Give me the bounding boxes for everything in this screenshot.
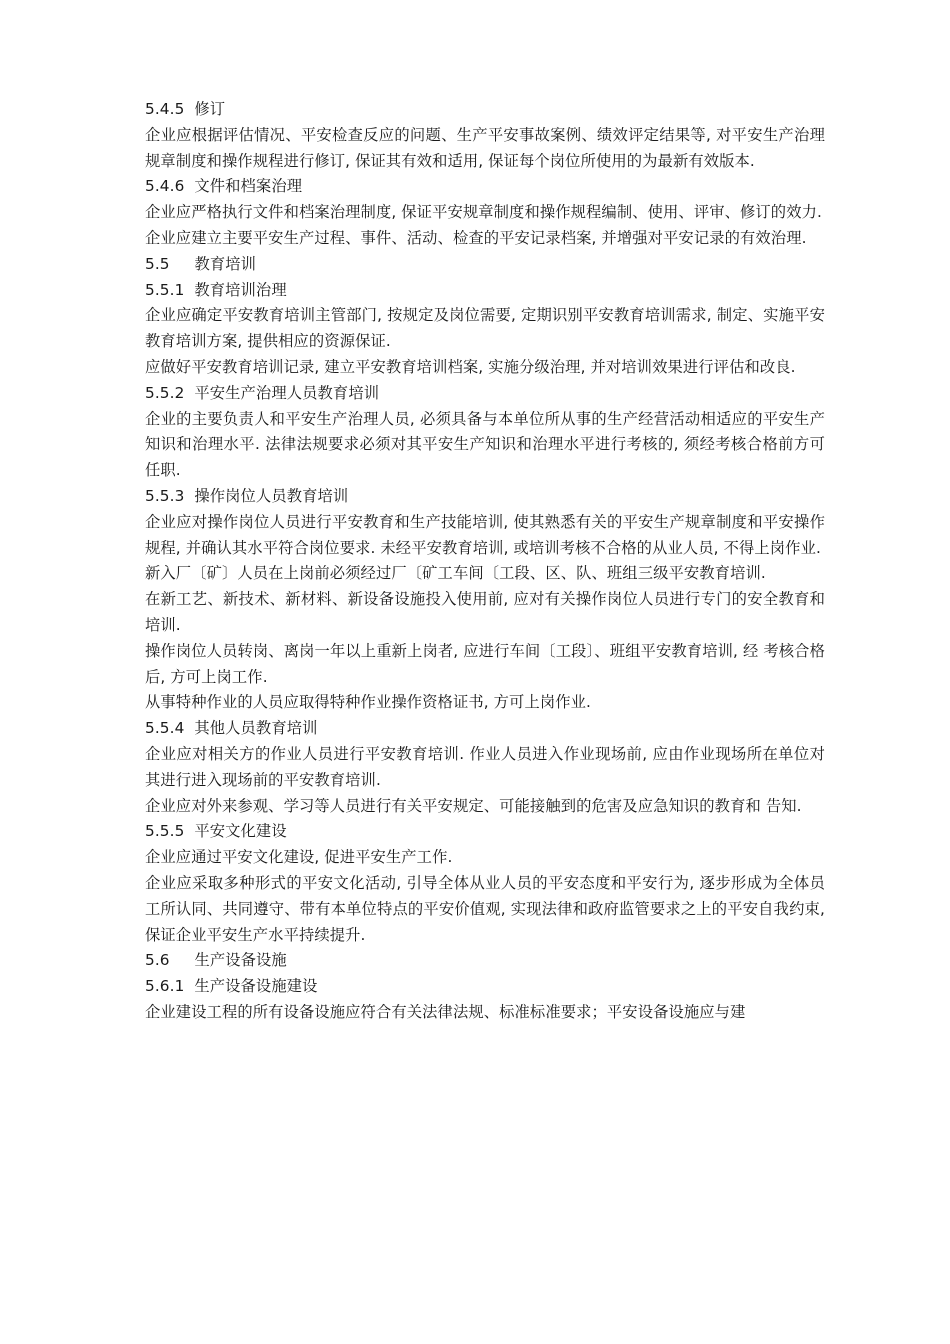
document-body xyxy=(145,97,825,1026)
section-heading: 5.6 生产设备设施 xyxy=(145,951,287,970)
section-heading: 5.5.5 平安文化建设 xyxy=(145,822,287,841)
body-paragraph: 企业建设工程的所有设备设施应符合有关法律法规、标准标准要求；平安设备设施应与建 xyxy=(145,1002,746,1021)
body-paragraph: 企业应通过平安文化建设, 促进平安生产工作. xyxy=(145,848,453,867)
body-paragraph: 在新工艺、新技术、新材料、新设备设施投入使用前, 应对有关操作岗位人员进行专门的安全教育和培训. xyxy=(145,590,825,634)
body-paragraph: 企业的主要负责人和平安生产治理人员, 必须具备与本单位所从事的生产经营活动相适应的平安生产知识和治理水平. 法律法规要求必须对其平安生产知识和治理水平进行考核的, 须经考核合格前方可任职. xyxy=(145,409,825,480)
section-heading: 5.4.6 文件和档案治理 xyxy=(145,177,303,196)
body-paragraph: 企业应建立主要平安生产过程、事件、活动、检查的平安记录档案, 并增强对平安记录的有效治理. xyxy=(145,228,807,247)
body-paragraph: 企业应确定平安教育培训主管部门, 按规定及岗位需要, 定期识别平安教育培训需求, 制定、实施平安教育培训方案, 提供相应的资源保证. xyxy=(145,306,825,351)
body-paragraph: 应做好平安教育培训记录, 建立平安教育培训档案, 实施分级治理, 并对培训效果进行评估和改良. xyxy=(145,357,796,376)
body-paragraph: 企业应对相关方的作业人员进行平安教育培训. 作业人员进入作业现场前, 应由作业现场所在单位对其进行进入现场前的平安教育培训. xyxy=(145,744,825,789)
section-heading: 5.5.4 其他人员教育培训 xyxy=(145,719,318,738)
section-heading: 5.5 教育培训 xyxy=(145,254,257,273)
section-heading: 5.6.1 生产设备设施建设 xyxy=(145,977,318,996)
body-paragraph: 企业应对外来参观、学习等人员进行有关平安规定、可能接触到的危害及应急知识的教育和 告知. xyxy=(145,796,802,815)
section-heading: 5.5.3 操作岗位人员教育培训 xyxy=(145,486,349,505)
section-heading: 5.5.2 平安生产治理人员教育培训 xyxy=(145,383,380,402)
body-paragraph: 企业应采取多种形式的平安文化活动, 引导全体从业人员的平安态度和平安行为, 逐步形成为全体员工所认同、共同遵守、带有本单位特点的平安价值观, 实现法律和政府监管要求之上的平安自我约束, 保证企业平安生产水平持续提升. xyxy=(145,873,825,944)
body-paragraph: 企业应根据评估情况、平安检查反应的问题、生产平安事故案例、绩效评定结果等, 对平安生产治理规章制度和操作规程进行修订, 保证其有效和适用, 保证每个岗位所使用的为最新有效版本. xyxy=(145,125,825,170)
section-heading: 5.4.5 修订 xyxy=(145,100,226,118)
body-paragraph: 从事特种作业的人员应取得特种作业操作资格证书, 方可上岗作业. xyxy=(145,693,592,712)
body-paragraph: 新入厂〔矿〕人员在上岗前必须经过厂〔矿工车间〔工段、区、队、班组三级平安教育培训. xyxy=(145,564,766,583)
body-paragraph: 企业应严格执行文件和档案治理制度, 保证平安规章制度和操作规程编制、使用、评审、修订的效力. xyxy=(145,203,822,222)
body-paragraph: 企业应对操作岗位人员进行平安教育和生产技能培训, 使其熟悉有关的平安生产规章制度和平安操作规程, 并确认其水平符合岗位要求. 未经平安教育培训, 或培训考核不合格的从业人员, 不得上岗作业. xyxy=(145,512,825,557)
body-paragraph: 操作岗位人员转岗、离岗一年以上重新上岗者, 应进行车间〔工段〕、班组平安教育培训, 经 考核合格后, 方可上岗工作. xyxy=(145,641,825,686)
section-heading: 5.5.1 教育培训治理 xyxy=(145,280,287,299)
